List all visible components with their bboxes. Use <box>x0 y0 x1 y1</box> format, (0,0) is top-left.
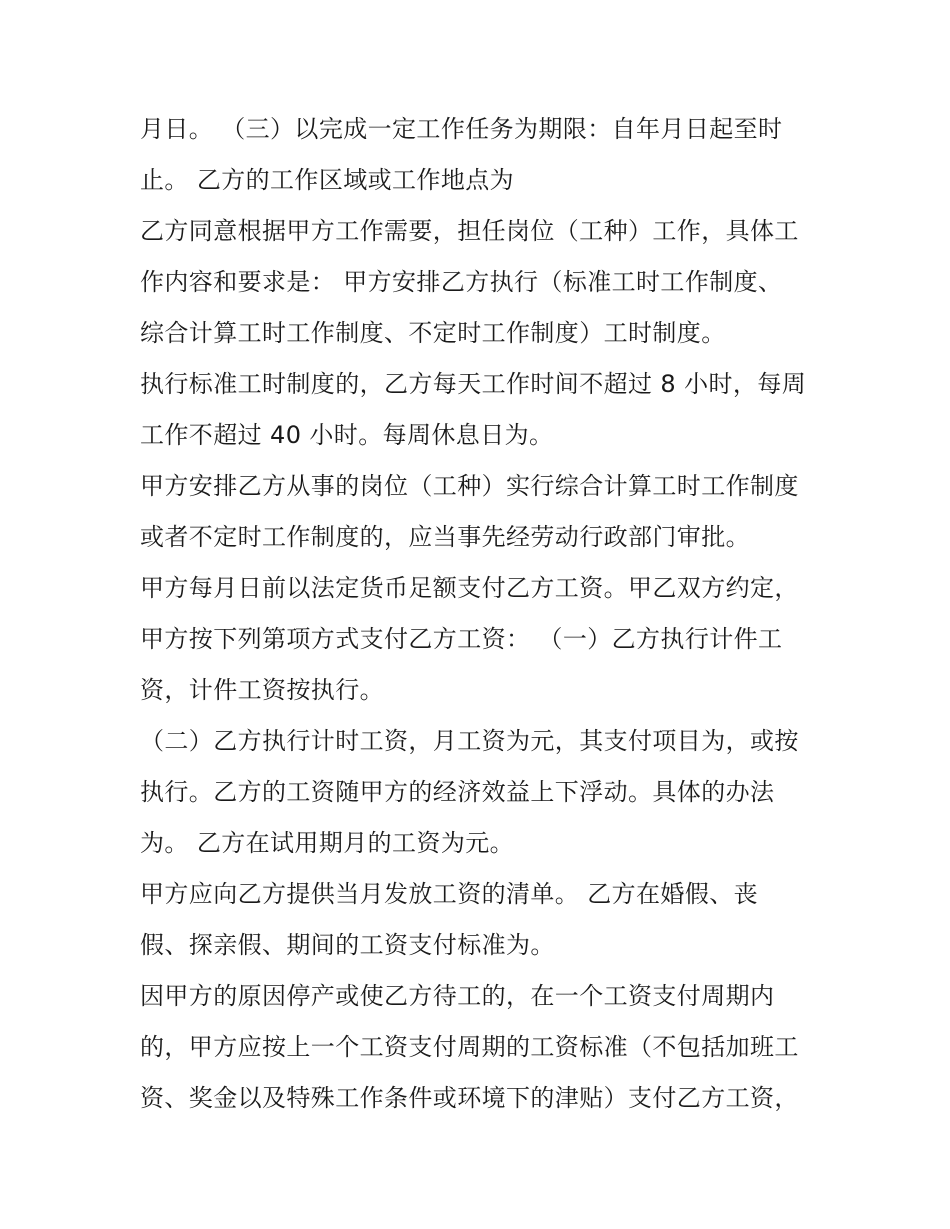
text-line: 甲方按下列第项方式支付乙方工资： （一）乙方执行计件工 <box>140 625 783 653</box>
text-line: 的，甲方应按上一个工资支付周期的工资标准（不包括加班工 <box>140 1033 799 1061</box>
text-line: 甲方每月日前以法定货币足额支付乙方工资。甲乙双方约定， <box>140 574 799 602</box>
text-line: 执行标准工时制度的，乙方每天工作时间不超过 8 小时，每周 <box>140 370 807 398</box>
text-line: 止。 乙方的工作区域或工作地点为 <box>140 166 515 194</box>
text-line: 综合计算工时工作制度、不定时工作制度）工时制度。 <box>140 319 726 347</box>
text-line: 月日。 （三）以完成一定工作任务为期限：自年月日起至时 <box>140 115 783 143</box>
text-line: 执行。乙方的工资随甲方的经济效益上下浮动。具体的办法 <box>140 778 775 806</box>
text-line: 为。 乙方在试用期月的工资为元。 <box>140 829 515 857</box>
text-line: 资、奖金以及特殊工作条件或环境下的津贴）支付乙方工资， <box>140 1084 799 1112</box>
text-line: 资，计件工资按执行。 <box>140 676 384 704</box>
text-line: 因甲方的原因停产或使乙方待工的，在一个工资支付周期内 <box>140 982 775 1010</box>
text-line: 作内容和要求是： 甲方安排乙方执行（标准工时工作制度、 <box>140 268 783 296</box>
text-line: 甲方应向乙方提供当月发放工资的清单。 乙方在婚假、丧 <box>140 880 759 908</box>
text-line: （二）乙方执行计时工资，月工资为元，其支付项目为，或按 <box>140 727 799 755</box>
text-line: 工作不超过 40 小时。每周休息日为。 <box>140 421 554 449</box>
text-line: 或者不定时工作制度的，应当事先经劳动行政部门审批。 <box>140 523 750 551</box>
text-line: 假、探亲假、期间的工资支付标准为。 <box>140 931 555 959</box>
text-line: 甲方安排乙方从事的岗位（工种）实行综合计算工时工作制度 <box>140 472 799 500</box>
text-line: 乙方同意根据甲方工作需要，担任岗位（工种）工作，具体工 <box>140 217 799 245</box>
